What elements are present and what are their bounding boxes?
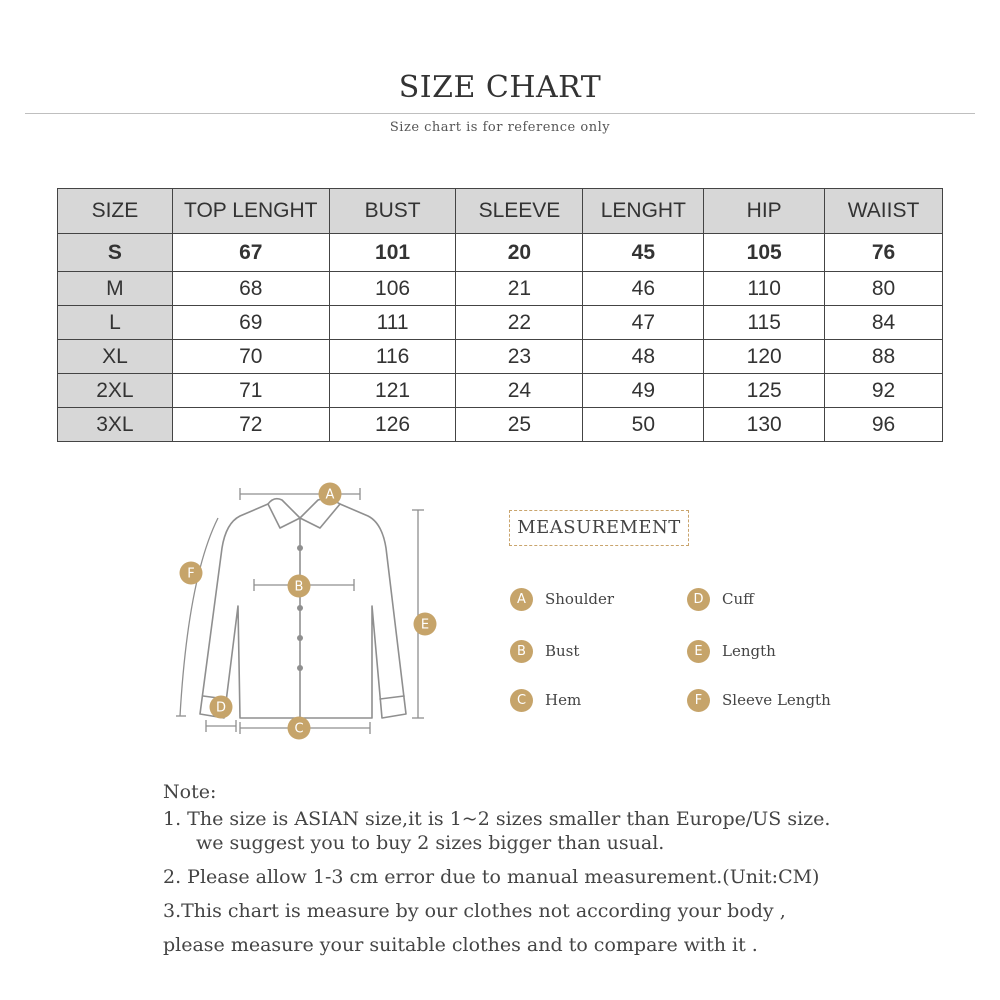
legend-badge-d: D [687,588,710,611]
column-header-waist: WAIIST [825,189,943,234]
svg-text:D: D [215,700,227,716]
marker-a [319,483,342,506]
table-cell: 92 [825,374,943,408]
table-cell: 21 [456,272,583,306]
measurement-title: MEASUREMENT [509,510,689,546]
table-cell: 106 [329,272,456,306]
table-cell: 116 [329,340,456,374]
table-cell: 76 [825,234,943,272]
legend-item-cuff [687,586,754,612]
column-header-hip: HIP [704,189,825,234]
svg-text:E: E [420,617,430,633]
table-cell: 20 [456,234,583,272]
note-line-3-continued: please measure your suitable clothes and to compare with it . [163,934,758,956]
table-cell: 110 [704,272,825,306]
note-line-3: 3.This chart is measure by our clothes not according your body , [163,900,786,922]
table-cell: 50 [583,408,704,442]
table-cell: 48 [583,340,704,374]
table-cell: 70 [172,340,329,374]
legend-item-hem [510,687,581,713]
table-cell: 130 [704,408,825,442]
legend-badge-c: C [510,689,533,712]
notes-heading: Note: [163,781,217,803]
table-header-row [58,189,943,234]
table-cell: 67 [172,234,329,272]
marker-b [288,575,311,598]
table-row [58,374,943,408]
table-row [58,340,943,374]
legend-badge-e: E [687,640,710,663]
table-cell: 101 [329,234,456,272]
legend-item-length [687,638,776,664]
size-cell: XL [58,340,173,374]
table-cell: 96 [825,408,943,442]
table-cell: 22 [456,306,583,340]
svg-text:A: A [325,487,335,503]
table-cell: 49 [583,374,704,408]
page-subtitle: Size chart is for reference only [389,120,611,135]
table-cell: 25 [456,408,583,442]
table-cell: 47 [583,306,704,340]
table-cell: 115 [704,306,825,340]
legend-label: Cuff [722,590,754,608]
legend-label: Hem [545,691,582,709]
legend-badge-b: B [510,640,533,663]
table-cell: 45 [583,234,704,272]
column-header-length: LENGHT [583,189,704,234]
column-header-top-length: TOP LENGHT [172,189,329,234]
title-divider [25,113,975,114]
table-cell: 80 [825,272,943,306]
table-cell: 24 [456,374,583,408]
legend-label: Shoulder [545,590,615,608]
table-cell: 111 [329,306,456,340]
marker-f [180,562,203,585]
table-cell: 105 [704,234,825,272]
size-cell: S [58,234,173,272]
column-header-bust: BUST [329,189,456,234]
table-row [58,272,943,306]
size-cell: M [58,272,173,306]
table-cell: 68 [172,272,329,306]
table-cell: 126 [329,408,456,442]
marker-d [210,696,233,719]
shirt-outline [200,504,406,718]
page-title: SIZE CHART [398,70,602,105]
legend-item-shoulder [510,586,614,612]
table-cell: 120 [704,340,825,374]
column-header-sleeve: SLEEVE [456,189,583,234]
table-cell: 71 [172,374,329,408]
legend-label: Bust [545,642,580,660]
table-row [58,234,943,272]
table-row [58,306,943,340]
marker-e [414,613,437,636]
shirt-diagram [160,478,450,750]
size-cell: L [58,306,173,340]
svg-text:F: F [187,566,195,582]
table-cell: 84 [825,306,943,340]
svg-text:B: B [294,579,304,595]
table-cell: 88 [825,340,943,374]
legend-label: Length [722,642,776,660]
table-cell: 46 [583,272,704,306]
table-cell: 23 [456,340,583,374]
svg-text:C: C [294,721,304,737]
note-line-2: 2. Please allow 1-3 cm error due to manual measurement.(Unit:CM) [163,866,820,888]
table-cell: 121 [329,374,456,408]
table-cell: 72 [172,408,329,442]
legend-badge-f: F [687,689,710,712]
legend-item-bust [510,638,579,664]
table-cell: 69 [172,306,329,340]
legend-item-sleeve-length [687,687,831,713]
size-cell: 3XL [58,408,173,442]
legend-label: Sleeve Length [722,691,831,709]
note-line-1-continued: we suggest you to buy 2 sizes bigger than usual. [196,832,665,854]
size-table [57,188,943,442]
table-cell: 125 [704,374,825,408]
marker-c [288,717,311,740]
note-line-1: 1. The size is ASIAN size,it is 1~2 sizes smaller than Europe/US size. [163,808,831,830]
legend-badge-a: A [510,588,533,611]
column-header-size: SIZE [58,189,173,234]
table-row [58,408,943,442]
size-cell: 2XL [58,374,173,408]
